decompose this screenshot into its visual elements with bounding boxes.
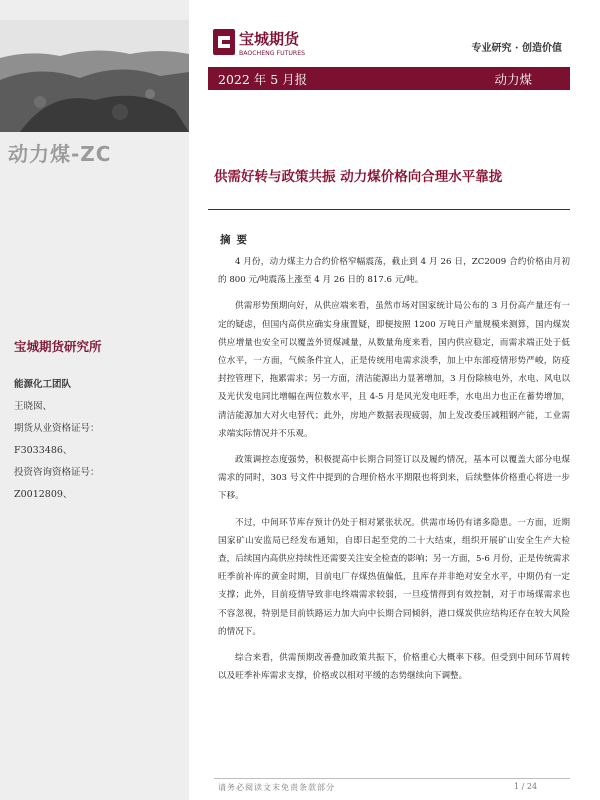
team-member: 王晓囡、: [14, 401, 53, 412]
cert-label: 期货从业资格证号：: [14, 423, 100, 434]
abstract-paragraph: 4 月份，动力煤主力合约价格窄幅震荡，截止到 4 月 26 日，ZC2009 合约价格由月初的 800 元/吨震荡上涨至 4 月 26 日的 817.6 元/吨。: [218, 257, 570, 286]
team-info: [14, 374, 100, 506]
cover-coal-photo: [0, 20, 189, 132]
abstract-body: [218, 253, 570, 693]
consult-label: 投资咨询资格证号：: [14, 467, 100, 478]
abstract-paragraph: 综合来看，供需预期改善叠加政策共振下，价格重心大概率下移。但受到中间环节周转以及旺季补库需求支撑，价格或以相对平缓的态势继续向下调整。: [218, 653, 570, 682]
research-institute: 宝城期货研究所: [14, 339, 102, 354]
report-band: [208, 67, 570, 90]
slogan: 专业研究 · 创造价值: [471, 43, 562, 54]
logo-en-text: BAOCHENG FUTURES: [239, 50, 306, 57]
baocheng-logo: [213, 26, 323, 60]
abstract-paragraph: 不过，中间环节库存预计仍处于相对紧张状况。供需市场仍有诸多隐患。一方面，近期国家矿山安监局已经发布通知，自即日起至党的二十大结束，组织开展矿山安全生产大检查，后续国内高供应持续性还需要关注安全检查的影响；另一方面，5-6 月份，正是传统需求旺季前补库的黄金时期，目前电厂存煤热值偏低，且库存并非绝对安全水平，中期仍有一定支撑；此外，目前疫情导致非电终端需求较弱，一旦疫情得到有效控制，对于市场煤需求也不容忽视，特别是目前铁路运力加大向中长期合同倾斜，港口煤炭供应结构还存在较大风险的情况下。: [218, 517, 570, 637]
report-date: 2022 年 5 月报: [218, 72, 308, 87]
abstract-paragraph: 政策调控态度强势，积极提高中长期合同签订以及履约情况，基本可以覆盖大部分电煤需求的同时，303 号文件中提到的合理价格水平期限也将到来，后续整体价格重心将进一步下移。: [218, 455, 570, 502]
logo-cn-text: 宝城期货: [239, 30, 300, 48]
consult-number: Z0012809、: [14, 489, 73, 500]
sidebar: [0, 0, 189, 800]
cert-number: F3033486、: [14, 445, 73, 456]
product-title: 动力煤-ZC: [8, 142, 112, 166]
team-name: 能源化工团队: [14, 379, 72, 390]
footer-divider: [214, 778, 570, 779]
page-number: 1 / 24: [514, 782, 538, 791]
abstract-paragraph: 供需形势预期向好，从供应端来看，虽然市场对国家统计局公布的 3 月份高产量还有一定的疑虑，但国内高供应确实身康置疑，即便按照 1200 万吨日产量规模来测算，国内煤炭供应增量也安全可以覆盖外贸煤减量，从数量角度来看，国内供应稳定，而需求端正处于低位水平，一方面，气候条件宜人，正是传统用电需求淡季，加上中东部疫情形势严峻，防疫封控管理下，拖累需求；另一方面，清洁能源出力显著增加，3 月份除核电外，水电、风电以及光伏发电同比增幅在两位数水平，且 4-5 月是风光发电旺季，水电出力也正在蓄势增加，清洁能源加大对火电替代；此外，房地产数据表现疲弱，加上发改委压减粗钢产能，工业需求端实际情况并不乐观。: [218, 301, 570, 439]
abstract-title: 摘要: [220, 234, 253, 246]
footer-disclaimer: 请务必阅读文末免责条款部分: [218, 783, 335, 792]
report-headline: 供需好转与政策共振 动力煤价格向合理水平靠拢: [214, 169, 503, 185]
headline-divider: [208, 209, 570, 210]
report-category: 动力煤: [494, 72, 532, 87]
